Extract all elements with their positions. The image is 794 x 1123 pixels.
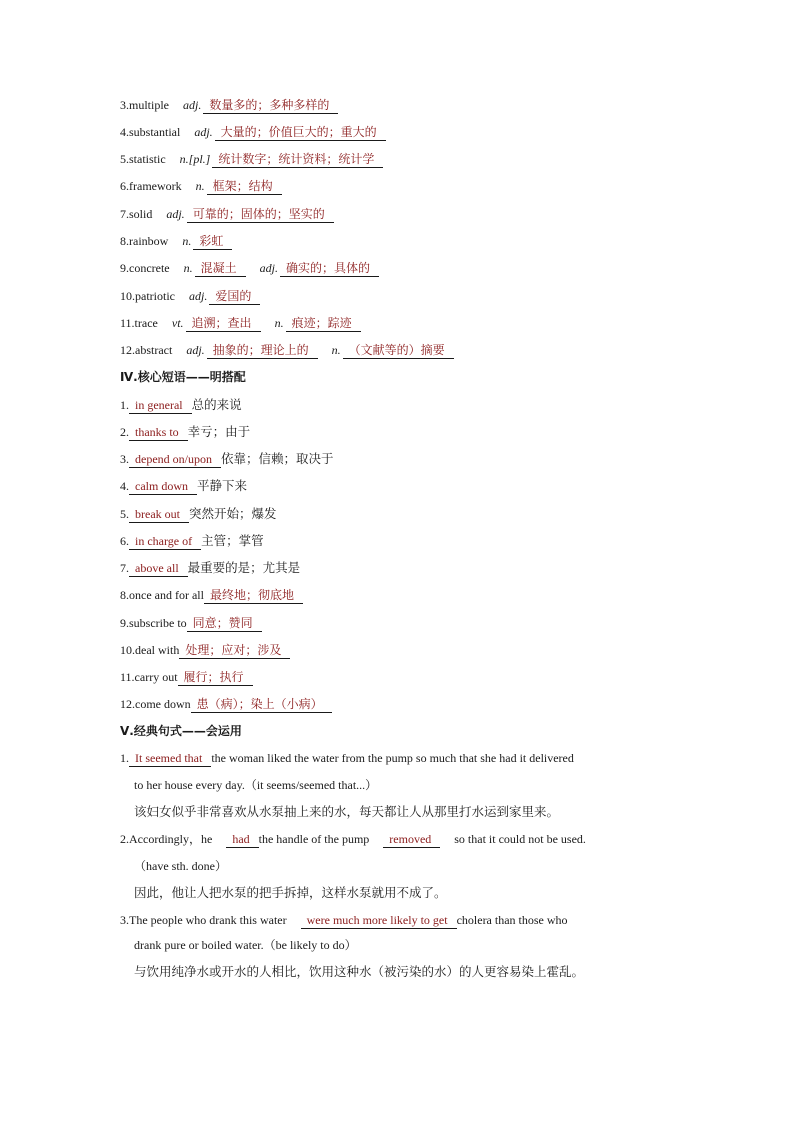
phrase-item	[120, 640, 290, 660]
answer-blank: thanks to	[129, 425, 188, 441]
phrase-meaning: 幸亏；由于	[187, 424, 251, 439]
sentence-line: to her house every day.（it seems/seemed that...）	[134, 778, 378, 792]
sentence-item	[120, 748, 574, 768]
phrase-text: 12.come down	[120, 697, 191, 711]
sentence-text: 2.Accordingly，he	[120, 832, 213, 846]
section-heading-phrases: Ⅳ.核心短语——明搭配	[120, 370, 246, 384]
item-number: 1.	[120, 398, 129, 412]
phrase-item	[120, 613, 262, 633]
answer-blank: in charge of	[129, 534, 201, 550]
answer-blank: 爱国的	[209, 289, 260, 305]
part-of-speech: n.	[182, 234, 192, 248]
sentence-item	[120, 829, 586, 849]
part-of-speech: adj.	[194, 125, 213, 139]
part-of-speech: vt.	[171, 316, 184, 330]
part-of-speech: adj.	[259, 261, 278, 275]
vocab-item	[120, 258, 379, 278]
part-of-speech: adj.	[186, 343, 205, 357]
part-of-speech: adj.	[183, 98, 202, 112]
vocab-item	[120, 231, 232, 251]
phrase-item	[120, 476, 247, 496]
sentence-item	[120, 910, 568, 930]
part-of-speech: n.[pl.]	[179, 152, 211, 166]
vocab-word: 6.framework	[120, 179, 182, 193]
vocab-item	[120, 149, 383, 169]
answer-blank: 彩虹	[193, 234, 232, 250]
phrase-item	[120, 558, 300, 578]
phrase-item	[120, 395, 242, 415]
answer-blank: 患（病）；染上（小病）	[191, 697, 332, 713]
item-number: 4.	[120, 479, 129, 493]
sentence-line: （have sth. done）	[134, 859, 227, 873]
phrase-item	[120, 531, 264, 551]
phrase-item	[120, 694, 332, 714]
answer-blank: 痕迹；踪迹	[286, 316, 361, 332]
answer-blank: had	[226, 832, 258, 848]
vocab-word: 10.patriotic	[120, 289, 175, 303]
vocab-word: 8.rainbow	[120, 234, 169, 248]
phrase-text: 10.deal with	[120, 643, 180, 657]
phrase-item	[120, 585, 303, 605]
sentence-text: cholera than those who	[456, 913, 568, 927]
vocab-word: 9.concrete	[120, 261, 170, 275]
phrase-meaning: 依靠；信赖；取决于	[221, 451, 334, 466]
phrase-meaning: 总的来说	[191, 397, 242, 412]
vocab-item	[120, 286, 260, 306]
sentence-translation: 与饮用纯净水或开水的人相比，饮用这种水（被污染的水）的人更容易染上霍乱。	[134, 964, 585, 979]
answer-blank: above all	[129, 561, 188, 577]
sentence-line: drank pure or boiled water.（be likely to do）	[134, 938, 357, 952]
part-of-speech: adj.	[188, 289, 208, 303]
vocab-word: 4.substantial	[120, 125, 181, 139]
sentence-text: 3.The people who drank this water	[120, 913, 287, 927]
answer-blank: 可靠的；固体的；坚实的	[187, 207, 334, 223]
answer-blank: calm down	[129, 479, 197, 495]
item-number: 7.	[120, 561, 129, 575]
vocab-item	[120, 340, 454, 360]
phrase-meaning: 平静下来	[197, 478, 248, 493]
vocab-word: 5.statistic	[120, 152, 166, 166]
vocab-item	[120, 95, 338, 115]
answer-blank: removed	[383, 832, 440, 848]
sentence-text: the handle of the pump	[258, 832, 370, 846]
item-number: 5.	[120, 507, 129, 521]
answer-blank: break out	[129, 507, 189, 523]
answer-blank: 最终地；彻底地	[204, 588, 303, 604]
answer-blank: 统计数字；统计资料；统计学	[212, 152, 383, 168]
sentence-text: so that it could not be used.	[454, 832, 586, 846]
phrase-item	[120, 504, 277, 524]
phrase-meaning: 最重要的是；尤其是	[187, 560, 301, 575]
answer-blank: 混凝土	[195, 261, 246, 277]
answer-blank: （文献等的）摘要	[343, 343, 454, 359]
item-number: 6.	[120, 534, 129, 548]
part-of-speech: n.	[183, 261, 193, 275]
item-number: 1.	[120, 751, 129, 765]
answer-blank: 抽象的；理论上的	[207, 343, 318, 359]
section-heading-sentences: Ⅴ.经典句式——会运用	[120, 724, 242, 738]
part-of-speech: n.	[274, 316, 284, 330]
phrase-item	[120, 667, 253, 687]
part-of-speech: n.	[195, 179, 205, 193]
vocab-word: 11.trace	[120, 316, 158, 330]
answer-blank: 框架；结构	[207, 179, 282, 195]
item-number: 2.	[120, 425, 129, 439]
vocab-word: 12.abstract	[120, 343, 173, 357]
sentence-translation: 该妇女似乎非常喜欢从水泵抽上来的水，每天都让人从那里打水运到家里来。	[134, 804, 560, 819]
phrase-text: 11.carry out	[120, 670, 178, 684]
vocab-item	[120, 313, 361, 333]
answer-blank: 同意；赞同	[187, 616, 262, 632]
answer-blank: in general	[129, 398, 192, 414]
phrase-meaning: 主管；掌管	[201, 533, 264, 548]
phrase-meaning: 突然开始；爆发	[188, 506, 277, 521]
phrase-item	[120, 449, 334, 469]
answer-blank: depend on/upon	[129, 452, 221, 468]
phrase-text: 9.subscribe to	[120, 616, 187, 630]
part-of-speech: n.	[331, 343, 341, 357]
sentence-translation: 因此，他让人把水泵的把手拆掉，这样水泵就用不成了。	[134, 885, 447, 900]
vocab-item	[120, 204, 334, 224]
answer-blank: 确实的；具体的	[280, 261, 379, 277]
item-number: 3.	[120, 452, 129, 466]
answer-blank: 大量的；价值巨大的；重大的	[215, 125, 386, 141]
vocab-word: 3.multiple	[120, 98, 169, 112]
answer-blank: 数量多的；多种多样的	[203, 98, 338, 114]
answer-blank: 处理；应对；涉及	[179, 643, 290, 659]
answer-blank: 追溯；查出	[186, 316, 261, 332]
vocab-item	[120, 176, 282, 196]
part-of-speech: adj.	[166, 207, 185, 221]
answer-blank: It seemed that	[129, 751, 211, 767]
answer-blank: were much more likely to get	[301, 913, 457, 929]
phrase-text: 8.once and for all	[120, 588, 204, 602]
answer-blank: 履行；执行	[178, 670, 253, 686]
vocab-item	[120, 122, 386, 142]
vocab-word: 7.solid	[120, 207, 153, 221]
phrase-item	[120, 422, 250, 442]
sentence-text: the woman liked the water from the pump so much that she had it delivered	[211, 751, 574, 765]
